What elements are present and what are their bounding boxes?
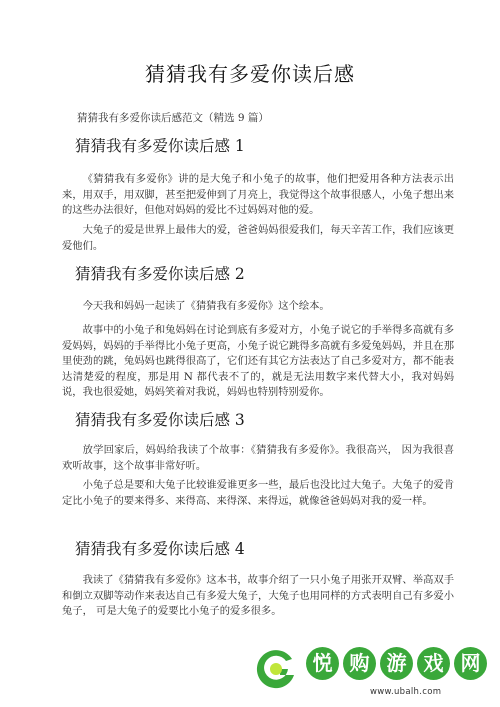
section-heading-4: 猜猜我有多爱你读后感 4 <box>75 540 245 558</box>
watermark-logo-icon <box>252 645 300 693</box>
section-4-paragraph-1: 我读了《猜猜我有多爱你》这本书，故事介绍了一只小兔子用张开双臂、举高双手和倒立双脚等动作来表达自己有多爱大兔子，大兔子也用同样的方式表明自己有多爱小兔子， 可是大兔子的爱要比小兔子的爱多很多。 <box>62 574 454 617</box>
section-2-paragraph-2: 故事中的小兔子和兔妈妈在讨论到底有多爱对方，小兔子说它的手举得多高就有多爱妈妈，妈妈的手举得比小兔子更高，小兔子说它跳得多高就有多爱兔妈妈，并且在那里使劲的跳，兔妈妈也跳得很高了，它们还有其它方法表达了自己多爱对方，都不能表达清楚爱的程度，那是用 N 都代表不了的，就是无法用数字来代替大小，我对妈妈说，我也很爱她，妈妈笑着对我说，妈妈也特别特别爱你。 <box>62 324 454 398</box>
page-title: 猜猜我有多爱你读后感 <box>145 62 355 86</box>
section-3-paragraph-1: 放学回家后，妈妈给我读了个故事：《猜猜我有多爱你》。我很高兴， 因为我很喜欢听故事，这个故事非常好听。 <box>62 444 454 472</box>
section-3-paragraph-2: 小兔子总是要和大兔子比较谁爱谁更多一些，最后也没比过大兔子。大兔子的爱肯定比小兔子的要来得多、来得高、来得深、来得远，就像爸爸妈妈对我的爱一样。 <box>62 479 454 507</box>
watermark-char: 游 <box>380 647 413 680</box>
section-heading-2: 猜猜我有多爱你读后感 2 <box>75 265 245 283</box>
watermark <box>248 643 500 707</box>
watermark-char: 戏 <box>417 647 450 680</box>
watermark-char: 购 <box>343 647 376 680</box>
section-1-paragraph-2: 大兔子的爱是世界上最伟大的爱，爸爸妈妈很爱我们，每天辛苦工作，我们应该更爱他们。 <box>62 224 454 252</box>
section-heading-1: 猜猜我有多爱你读后感 1 <box>75 137 245 155</box>
watermark-char: 悦 <box>306 647 339 680</box>
document-subtitle: 猜猜我有多爱你读后感范文（精选 9 篇） <box>77 112 269 124</box>
section-heading-3: 猜猜我有多爱你读后感 3 <box>75 411 245 429</box>
section-1-paragraph-1: 《猜猜我有多爱你》讲的是大兔子和小兔子的故事，他们把爱用各种方法表示出来，用双手，用双脚，甚至把爱伸到了月亮上，我觉得这个故事很感人，小兔子想出来的这些办法很好，但他对妈妈的爱比不过妈妈对他的爱。 <box>62 173 454 216</box>
section-2-paragraph-1: 今天我和妈妈一起读了《猜猜我有多爱你》这个绘本。 <box>82 300 330 312</box>
watermark-char: 网 <box>454 647 487 680</box>
watermark-brand-text <box>306 647 487 680</box>
watermark-url: www.ubalh.com <box>370 687 442 697</box>
